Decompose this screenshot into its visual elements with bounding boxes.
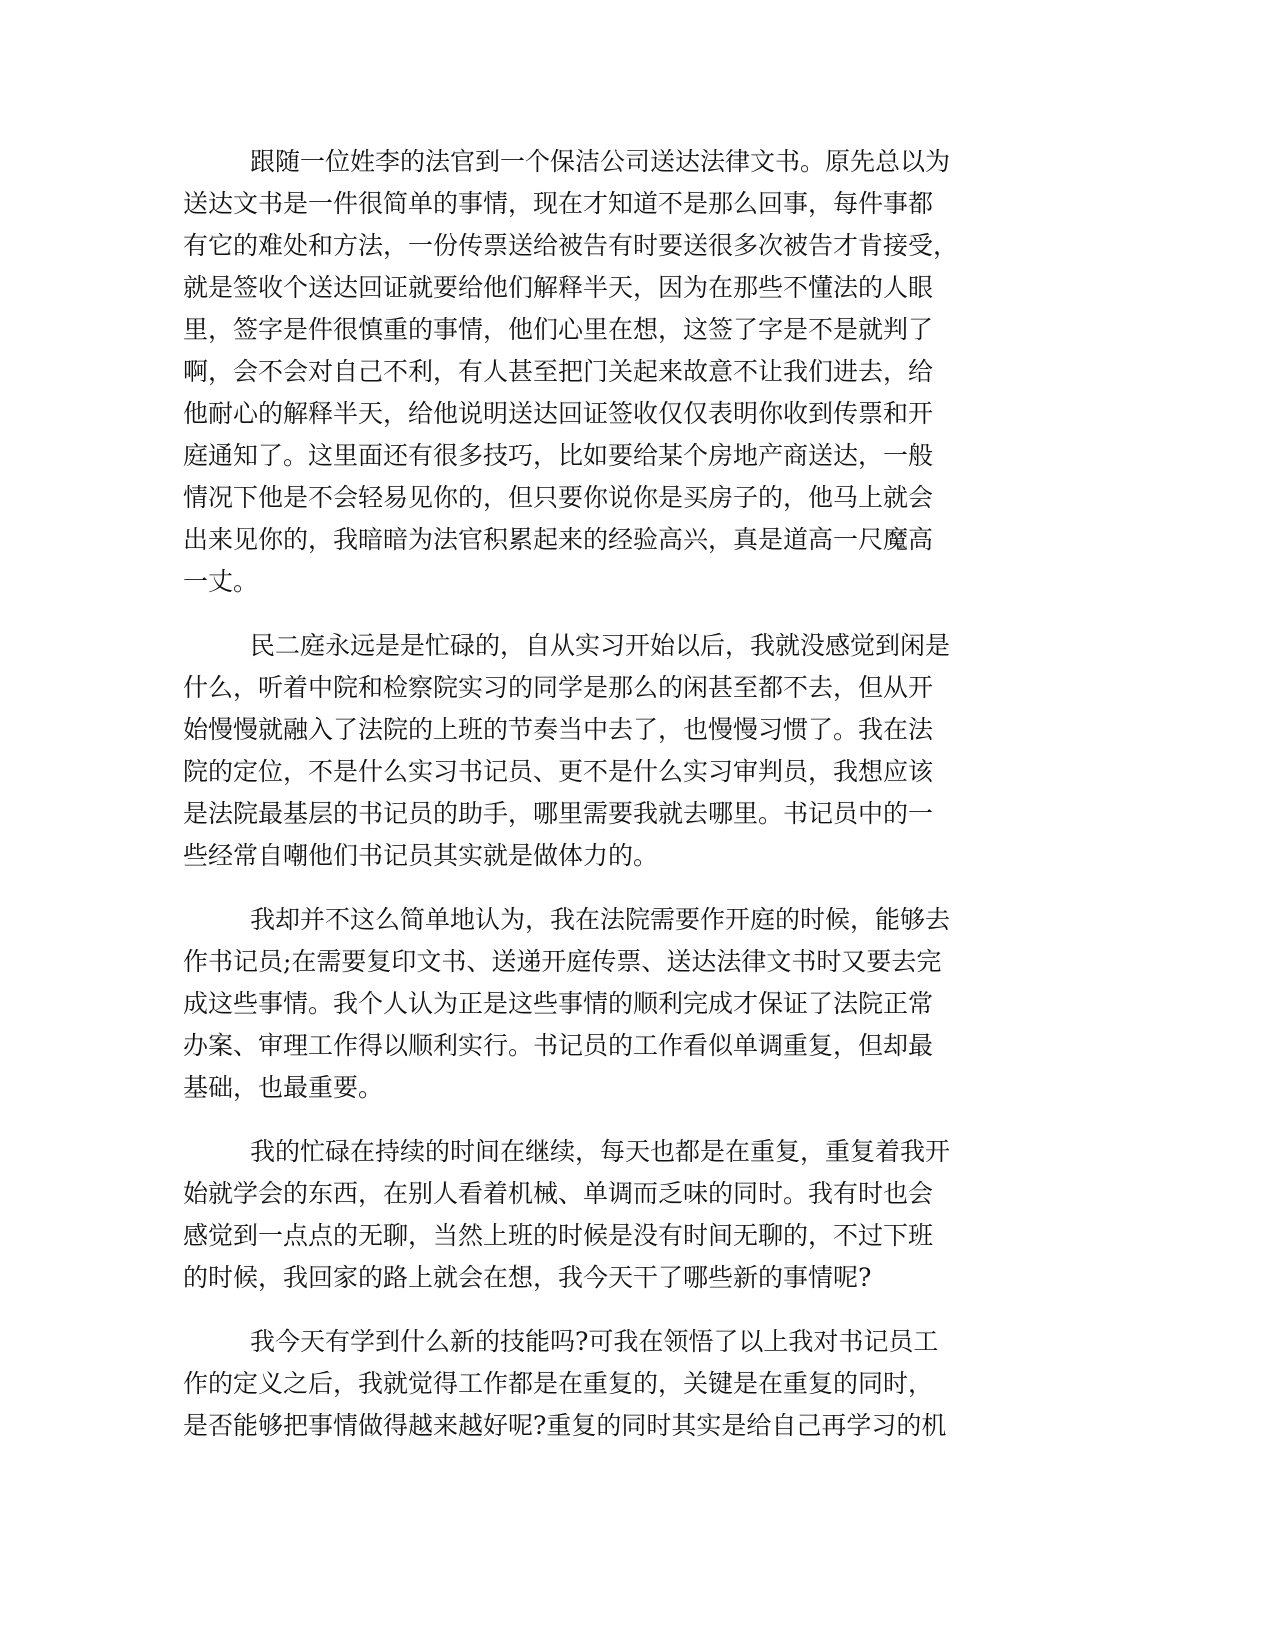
text-line: 出来见你的，我暗暗为法官积累起来的经验高兴，真是道高一尺魔高 [183, 525, 934, 554]
text-line: 跟随一位姓李的法官到一个保洁公司送达法律文书。原先总以为 [250, 147, 951, 176]
text-line: 作书记员;在需要复印文书、送递开庭传票、送达法律文书时又要去完 [183, 947, 942, 976]
text-line: 庭通知了。这里面还有很多技巧，比如要给某个房地产商送达，一般 [183, 441, 934, 470]
text-line: 些经常自嘲他们书记员其实就是做体力的。 [183, 841, 659, 870]
text-line: 他耐心的解释半天，给他说明送达回证签收仅仅表明你收到传票和开 [183, 399, 934, 428]
paragraph-2 [183, 625, 1063, 877]
paragraph-4 [183, 1131, 1063, 1299]
text-line: 作的定义之后，我就觉得工作都是在重复的，关键是在重复的同时， [183, 1369, 934, 1398]
text-line: 始慢慢就融入了法院的上班的节奏当中去了，也慢慢习惯了。我在法 [183, 715, 934, 744]
text-line: 送达文书是一件很简单的事情，现在才知道不是那么回事，每件事都 [183, 189, 934, 218]
text-line: 是法院最基层的书记员的助手，哪里需要我就去哪里。书记员中的一 [183, 799, 934, 828]
paragraph-3 [183, 899, 1063, 1109]
text-line: 民二庭永远是是忙碌的，自从实习开始以后，我就没感觉到闲是 [250, 631, 951, 660]
text-line: 我却并不这么简单地认为，我在法院需要作开庭的时候，能够去 [250, 905, 951, 934]
text-line: 我今天有学到什么新的技能吗?可我在领悟了以上我对书记员工 [250, 1327, 939, 1356]
text-line: 院的定位，不是什么实习书记员、更不是什么实习审判员，我想应该 [183, 757, 934, 786]
document-body [183, 141, 1063, 1447]
text-line: 是否能够把事情做得越来越好呢?重复的同时其实是给自己再学习的机 [183, 1411, 947, 1440]
text-line: 什么，听着中院和检察院实习的同学是那么的闲甚至都不去，但从开 [183, 673, 934, 702]
text-line: 始就学会的东西，在别人看着机械、单调而乏味的同时。我有时也会 [183, 1179, 934, 1208]
text-line: 里，签字是件很慎重的事情，他们心里在想，这签了字是不是就判了 [183, 315, 934, 344]
text-line: 的时候，我回家的路上就会在想，我今天干了哪些新的事情呢? [183, 1263, 872, 1292]
text-line: 办案、审理工作得以顺利实行。书记员的工作看似单调重复，但却最 [183, 1031, 934, 1060]
paragraph-1 [183, 141, 1063, 603]
text-line: 有它的难处和方法，一份传票送给被告有时要送很多次被告才肯接受， [183, 231, 959, 260]
text-line: 就是签收个送达回证就要给他们解释半天，因为在那些不懂法的人眼 [183, 273, 934, 302]
text-line: 情况下他是不会轻易见你的，但只要你说你是买房子的，他马上就会 [183, 483, 934, 512]
text-line: 啊，会不会对自己不利，有人甚至把门关起来故意不让我们进去，给 [183, 357, 934, 386]
text-line: 感觉到一点点的无聊，当然上班的时候是没有时间无聊的，不过下班 [183, 1221, 934, 1250]
paragraph-5 [183, 1321, 1063, 1447]
text-line: 成这些事情。我个人认为正是这些事情的顺利完成才保证了法院正常 [183, 989, 934, 1018]
text-line: 基础，也最重要。 [183, 1073, 384, 1102]
text-line: 一丈。 [183, 567, 259, 596]
text-line: 我的忙碌在持续的时间在继续，每天也都是在重复，重复着我开 [250, 1137, 951, 1166]
